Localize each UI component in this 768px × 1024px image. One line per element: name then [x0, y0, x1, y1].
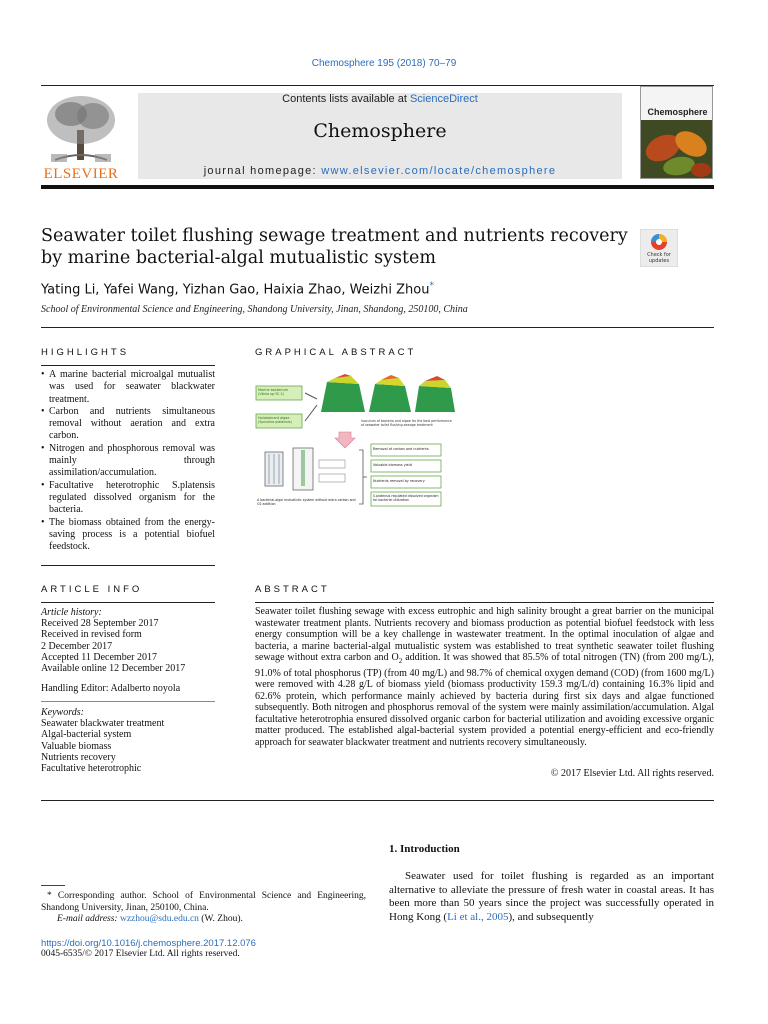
author-affiliation: School of Environmental Science and Engineering, Shandong University, Jinan, Shandong, 250100, China — [41, 304, 468, 315]
front-matter-bottom-rule — [41, 800, 714, 801]
highlights-heading: HIGHLIGHTS — [41, 347, 130, 358]
elsevier-logo — [41, 92, 121, 184]
history-online: Available online 12 December 2017 — [41, 663, 186, 675]
journal-citation[interactable]: Chemosphere 195 (2018) 70–79 — [311, 58, 457, 69]
footnote-address — [41, 891, 366, 914]
ga-outcome-4: S.platensis regulated dissolved organism for bacterial utilization — [373, 494, 439, 502]
highlights-list — [41, 369, 215, 553]
ga-algae-label: Holotolerant algae (Spirulina platensis) — [258, 416, 292, 425]
keyword-item: Algal-bacterial system — [41, 729, 132, 741]
footnote-email-line — [41, 914, 366, 926]
keyword-item: Valuable biomass — [41, 740, 112, 752]
abstract-text — [255, 606, 714, 749]
journal-homepage-link[interactable]: www.elsevier.com/locate/chemosphere — [321, 165, 557, 177]
history-revised: Received in revised form — [41, 629, 142, 641]
journal-name: Chemosphere — [313, 120, 447, 142]
ga-marine-bacterium-label: Marine bacterium (Vibrio sp.YC-1) — [258, 388, 288, 397]
email-suffix: (W. Zhou). — [198, 914, 243, 924]
abstract-heading: ABSTRACT — [255, 584, 330, 595]
article-history — [41, 607, 215, 674]
reference-link[interactable]: Li et al., 2005 — [447, 910, 509, 923]
author-email-link[interactable]: wzzhou@sdu.edu.cn — [119, 914, 199, 924]
graphical-abstract-heading: GRAPHICAL ABSTRACT — [255, 347, 417, 358]
ga-outcome-1: Removal of carbon and nutrients — [373, 447, 429, 451]
keyword-item: Nutrients recovery — [41, 751, 116, 763]
elsevier-wordmark: ELSEVIER — [43, 166, 119, 182]
article-history-label: Article history: — [41, 607, 102, 618]
highlights-bottom-rule — [41, 565, 215, 566]
doi-link[interactable]: https://doi.org/10.1016/j.chemosphere.2017.12.076 — [41, 938, 256, 949]
highlight-item: • The biomass obtained from the energy-saving process is a potential biofuel feedstock. — [41, 517, 215, 554]
ga-inoculum-caption: Inoculum of bacteria and algae for the best performance of seawater toilet flushing sewage treatment — [361, 419, 452, 427]
ga-outcome-3: Nutrients removal by recovery — [373, 479, 425, 483]
history-received: Received 28 September 2017 — [41, 618, 159, 630]
history-accepted: Accepted 11 December 2017 — [41, 651, 157, 663]
keywords-block — [41, 707, 215, 774]
author-list — [41, 281, 641, 297]
article-info-top-rule — [41, 602, 215, 603]
graphical-abstract-figure[interactable] — [255, 372, 455, 512]
highlight-item: • Facultative heterotrophic S.platensis regulated dissolved organism for the bacteria. — [41, 480, 215, 517]
introduction-heading: 1. Introduction — [389, 843, 460, 855]
abstract-copyright: © 2017 Elsevier Ltd. All rights reserved. — [550, 768, 714, 779]
footnote-mark: * — [47, 891, 52, 901]
crossmark-label: Check for updates — [647, 252, 671, 264]
ga-system-caption: A bacterial-algal mutualistic system without extra carbon and O2 addition — [257, 498, 356, 506]
o2-subscript: 2 — [398, 657, 403, 666]
keyword-item: Facultative heterotrophic — [41, 763, 142, 775]
article-title: Seawater toilet flushing sewage treatment and nutrients recovery by marine bacterial-algal mutualistic system — [41, 226, 628, 268]
cover-leaf-image — [641, 120, 713, 179]
footnote-text: Corresponding author. School of Environmental Science and Engineering, Shandong University, Jinan, 250100, China. — [41, 891, 366, 913]
contents-available-line — [138, 93, 622, 105]
issn-copyright: 0045-6535/© 2017 Elsevier Ltd. All rights reserved. — [41, 949, 240, 959]
history-revised-date: 2 December 2017 — [41, 640, 113, 652]
journal-homepage-line — [138, 165, 622, 177]
title-bottom-rule — [41, 327, 714, 328]
highlight-item: • Carbon and nutrients simultaneous removal without aeration and extra carbon. — [41, 406, 215, 443]
footnote-rule — [41, 885, 65, 886]
abstract-text-part1: Seawater toilet flushing sewage with excess eutrophic and high salinity brought a great barrier on the municipal wastewater treatment plants. Nutrients recovery and biomass production as potential biofuel feedstock with less energy consumption will be a key challenge in wastewater treatment. In the optimal inoculation of algae and bacteria, a marine bacterial-algal mutualistic system was established to treat synthetic seawater toilet flushing sewage without extra carbon and O — [255, 606, 714, 664]
homepage-prefix: journal homepage: — [203, 165, 322, 177]
keywords-top-rule — [41, 701, 215, 702]
header-top-rule — [41, 85, 714, 86]
contents-prefix: Contents lists available at — [282, 93, 410, 105]
intro-text-part2: ), and subsequently — [508, 910, 594, 923]
ga-outcome-2: Valuable biomass yield — [373, 463, 412, 467]
keywords-label: Keywords: — [41, 707, 84, 718]
sciencedirect-link[interactable]: ScienceDirect — [409, 93, 478, 105]
introduction-text — [389, 870, 714, 924]
article-info-heading: ARTICLE INFO — [41, 584, 143, 595]
masthead-bottom-rule — [41, 185, 714, 189]
handling-editor: Handling Editor: Adalberto noyola — [41, 683, 181, 694]
highlight-item: • A marine bacterial microalgal mutualist was used for seawater blackwater treatment. — [41, 369, 215, 406]
corresponding-author-footnote — [41, 891, 366, 926]
intro-text-part1: Seawater used for toilet flushing is regarded as an important alternative to alleviate the pressure of fresh water in coastal areas. It has been more than 50 years since the project was successfully operated in Hong Kong ( — [389, 870, 714, 923]
email-label: E-mail address: — [57, 914, 120, 924]
check-for-updates-badge[interactable] — [640, 229, 678, 267]
keyword-item: Seawater blackwater treatment — [41, 718, 165, 730]
highlight-item: • Nitrogen and phosphorous removal was mainly through assimilation/accumulation. — [41, 443, 215, 480]
cover-title: Chemosphere — [647, 107, 708, 117]
corresponding-author-mark[interactable]: * — [429, 281, 434, 291]
abstract-top-rule — [255, 602, 714, 603]
journal-cover-thumbnail[interactable] — [640, 86, 713, 179]
abstract-text-part2: addition. It was showed that 85.5% of total nitrogen (TN) (from 200 mg/L), 91.0% of total phosphorus (TP) (from 40 mg/L) and 98.7% of chemical oxygen demand (COD) (from 1600 mg/L) were removed with 4.28 g/L of biomass yield (biomass productivity 159.3 mg/L/d) containing 16.3% lipid and 62.6% protein, which performance mainly achieved by bacteria during first six days and algae functioned subsequently. Both nitrogen and phosphorus removal of the system were mainly assimilation/accumulation. Algal facultative heterotrophia ensured dissolved organic carbon for bacterial utilization and avoiding excessive organic matter produced. The established algal-bacterial system provided a potential energy-efficient and eco-friendly approach for seawater blackwater treatment and nutrients recovery simultaneously. — [255, 652, 714, 749]
authors-text: Yating Li, Yafei Wang, Yizhan Gao, Haixia Zhao, Weizhi Zhou — [41, 282, 430, 298]
highlights-top-rule — [41, 365, 215, 366]
